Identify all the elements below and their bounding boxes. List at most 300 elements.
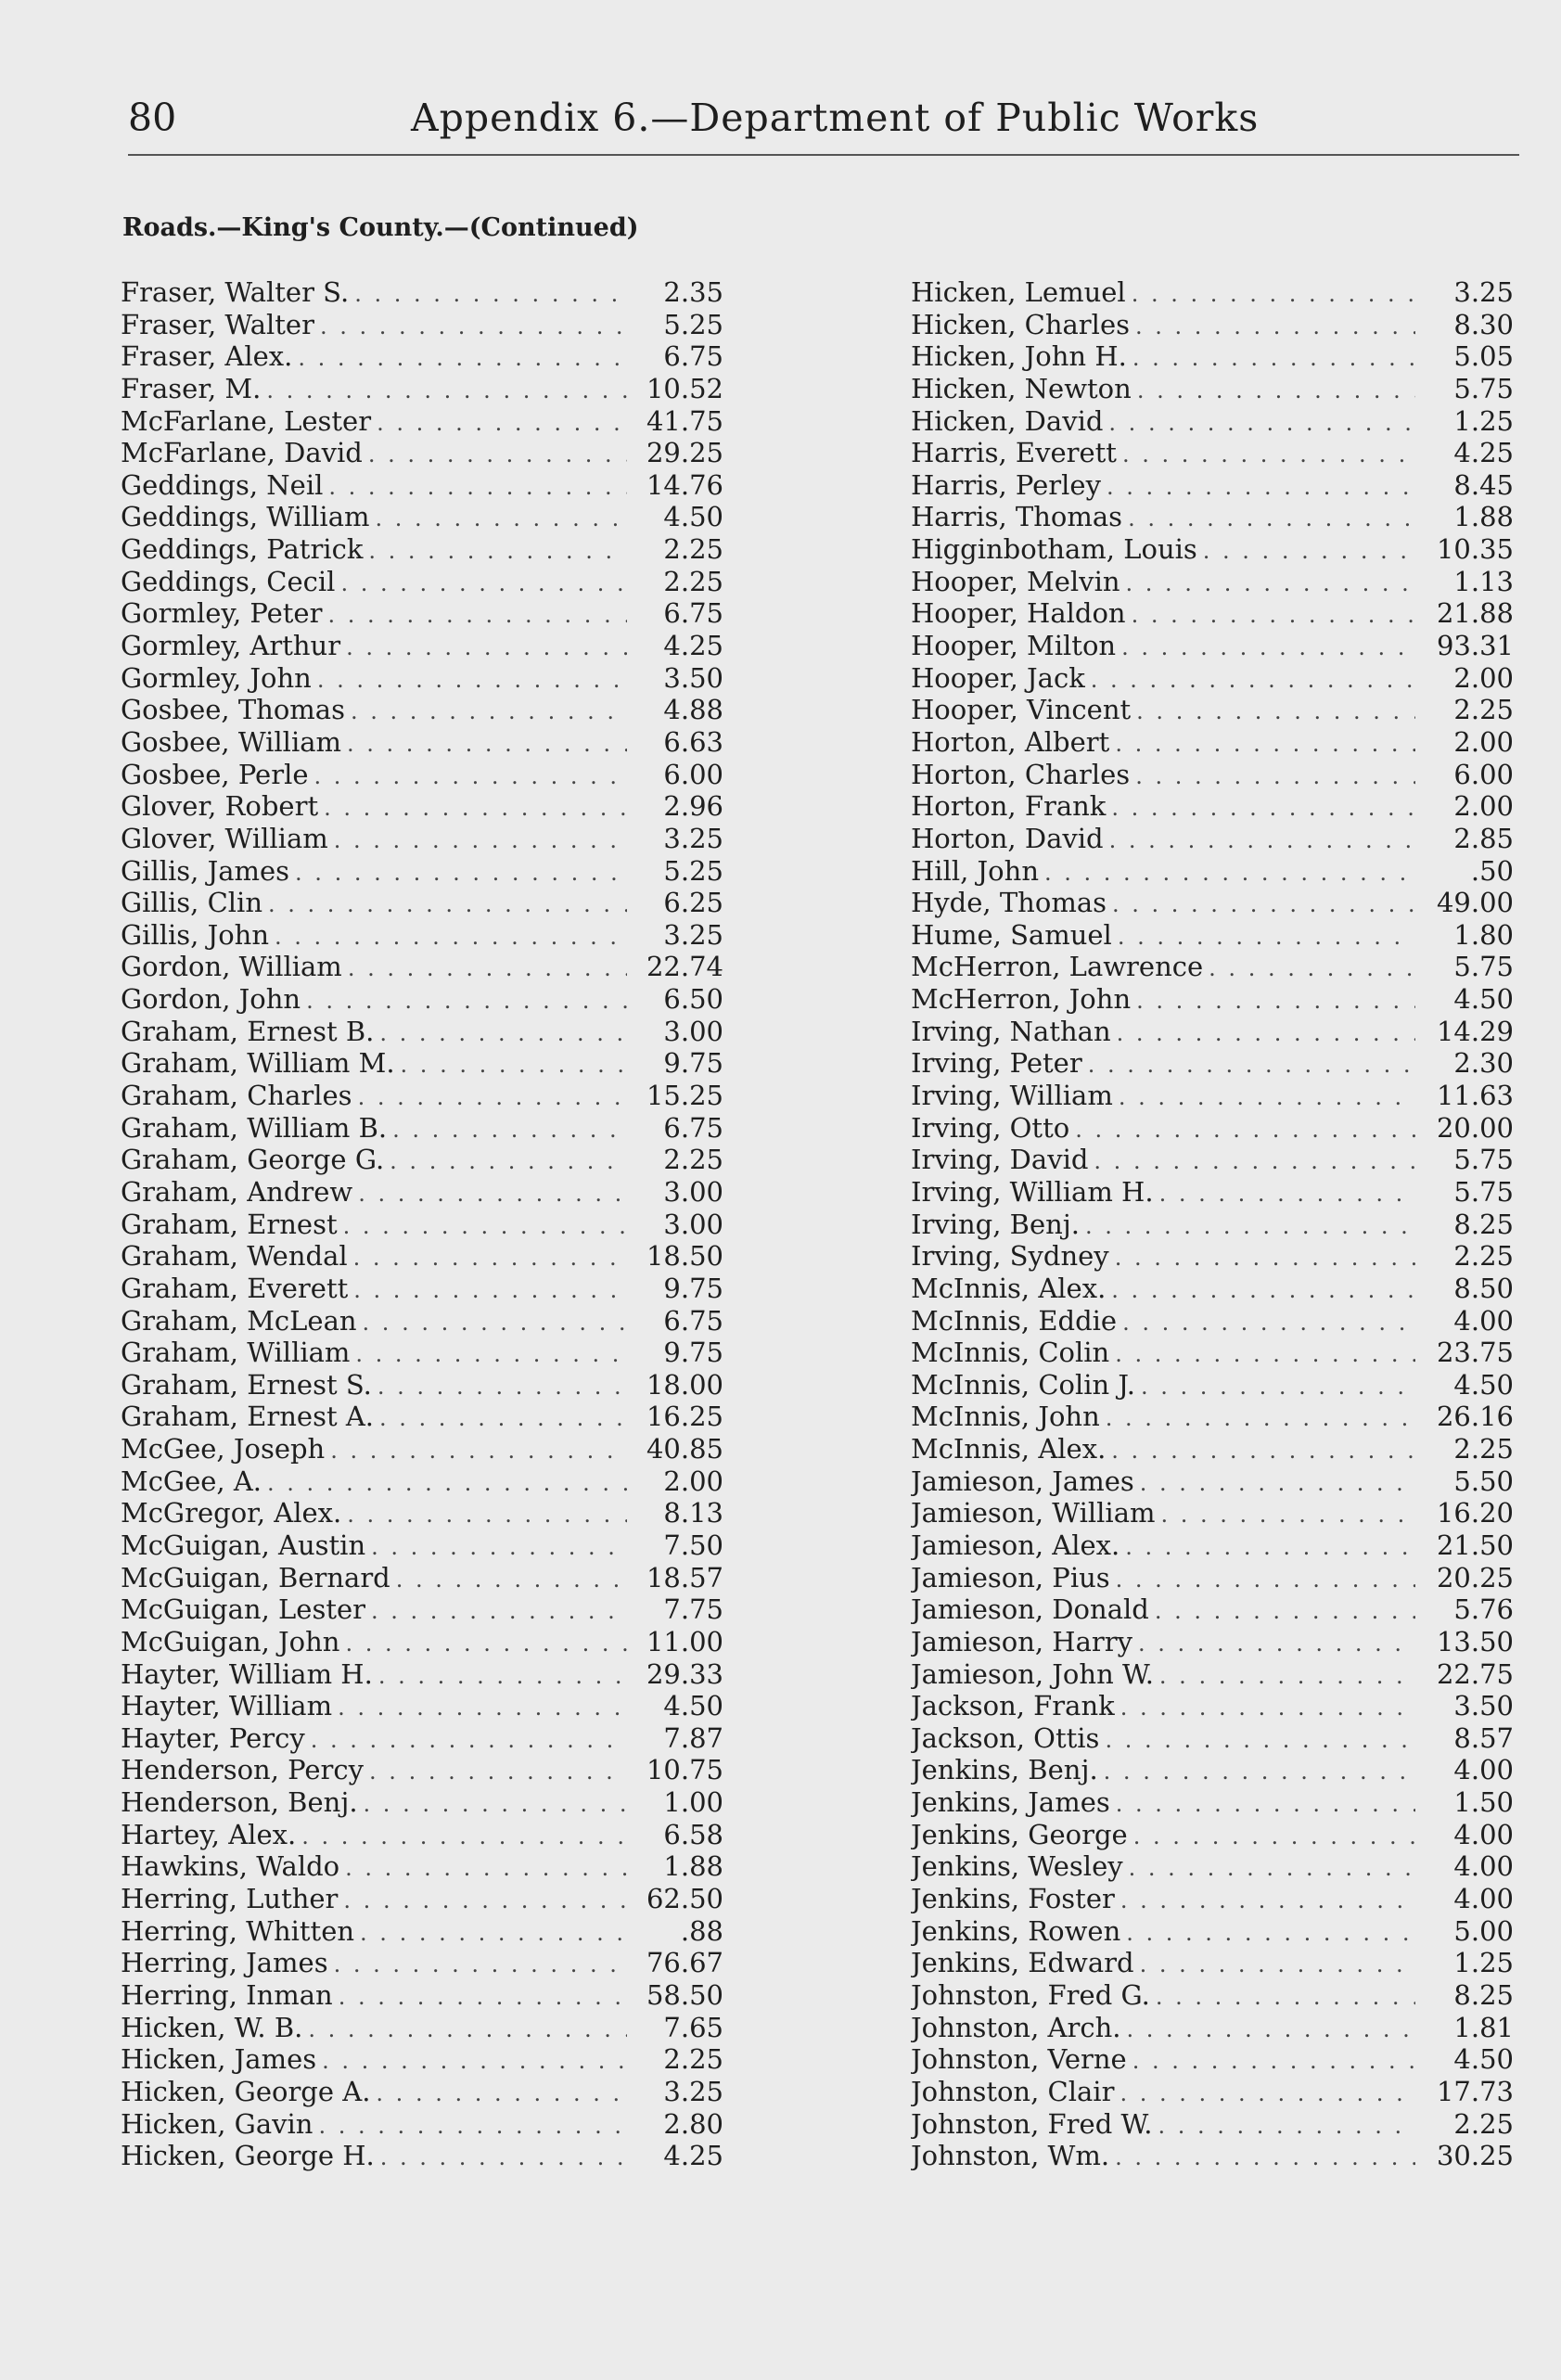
payment-amount: 1.25 [1453,404,1514,437]
list-item [121,1016,723,1048]
list-item [121,1176,723,1209]
payment-amount: 5.75 [1453,372,1514,404]
payment-amount: 9.75 [663,1272,723,1304]
payment-amount: 11.00 [646,1625,723,1657]
payment-amount: 18.00 [646,1368,723,1401]
payment-amount: 93.31 [1436,630,1514,662]
payee-name: Higginbotham, Louis [911,533,1197,566]
dot-leader [1128,503,1415,533]
payment-amount: 16.25 [646,1401,723,1433]
payment-amount: 2.00 [1453,790,1514,823]
list-item [911,597,1514,630]
dot-leader [1138,1628,1415,1658]
payment-amount: 6.00 [663,758,723,790]
payee-name: Hooper, Vincent [911,694,1132,726]
header-divider [128,154,1519,156]
list-item [121,1465,723,1498]
payee-name: Graham, Andrew [121,1175,353,1208]
payment-amount: 7.87 [663,1721,723,1754]
payee-name: McInnis, Colin [911,1337,1110,1369]
list-item [911,1947,1514,1979]
dot-leader [1122,1307,1415,1337]
payment-amount: 17.73 [1436,2075,1514,2107]
payee-name: McGuigan, Lester [121,1593,366,1626]
page-number: 80 [128,96,177,140]
payee-name: McGuigan, John [121,1625,340,1657]
dot-leader [396,1564,627,1594]
payee-name: Jamieson, Alex. [911,1529,1120,1561]
dot-leader [1132,278,1415,309]
list-item [911,759,1514,791]
dot-leader [311,1724,627,1755]
dot-leader [379,1017,627,1048]
payment-amount: 3.25 [1453,276,1514,308]
list-item [121,1979,723,2012]
list-item [911,1369,1514,1401]
list-item [121,2076,723,2108]
payment-amount: 11.63 [1436,1080,1514,1112]
payment-amount: 8.25 [1453,1978,1514,2011]
payee-name: Geddings, Patrick [121,533,364,566]
list-item [911,1915,1514,1948]
list-item [911,1979,1514,2012]
dot-leader [298,342,627,373]
payment-amount: 5.25 [663,308,723,340]
list-item [911,1786,1514,1819]
list-item [121,823,723,855]
list-item [121,373,723,405]
payee-name: Graham, William B. [121,1111,388,1144]
list-item [911,1562,1514,1594]
dot-leader [347,1499,627,1529]
payment-amount: 2.85 [1453,822,1514,854]
payee-name: Jenkins, Benj. [911,1754,1098,1786]
payee-name: Horton, Frank [911,790,1107,823]
payment-amount: 4.88 [663,694,723,726]
dot-leader [1129,1852,1415,1883]
payee-name: Johnston, Fred W. [911,2107,1153,2140]
dot-leader [1125,1531,1415,1562]
payee-name: Geddings, William [121,501,370,533]
dot-leader [327,599,627,630]
dot-leader [268,889,627,919]
payee-name: Gormley, John [121,661,312,694]
list-item [911,309,1514,341]
payment-amount: 8.45 [1453,468,1514,501]
payment-amount: 4.00 [1453,1754,1514,1786]
dot-leader [358,1081,627,1112]
payment-amount: 2.25 [1453,2107,1514,2140]
dot-leader [1115,1338,1415,1369]
dot-leader [353,1274,627,1305]
list-item [121,1819,723,1851]
list-item [911,1144,1514,1176]
dot-leader [1091,664,1415,695]
payment-amount: 8.30 [1453,308,1514,340]
payee-name: Irving, Nathan [911,1015,1111,1047]
dot-leader [317,664,627,695]
payment-amount: 8.13 [663,1497,723,1529]
payee-name: Hicken, Lemuel [911,276,1126,308]
list-item [121,1273,723,1305]
payment-amount: 20.25 [1436,1561,1514,1593]
list-item [121,759,723,791]
payment-amount: 2.00 [1453,725,1514,758]
list-item [911,501,1514,533]
payment-amount: 3.25 [663,918,723,951]
list-item [911,2108,1514,2141]
payment-amount: 41.75 [646,404,723,437]
payee-name: Fraser, Alex. [121,340,293,373]
dot-leader [351,696,627,726]
payment-amount: 3.50 [663,661,723,694]
list-item [911,437,1514,469]
list-item [911,662,1514,695]
payee-name: Gillis, John [121,918,270,951]
payee-name: Jamieson, Pius [911,1561,1110,1593]
payment-amount: 4.50 [663,1690,723,1722]
payee-name: Graham, Charles [121,1080,352,1112]
dot-leader [320,311,627,341]
payee-name: Jenkins, Rowen [911,1914,1121,1947]
list-item [911,1240,1514,1273]
dot-leader [1120,1692,1415,1722]
list-item [911,726,1514,759]
list-item [121,1786,723,1819]
payment-amount: 10.75 [646,1754,723,1786]
list-item [121,1658,723,1691]
payee-name: Harris, Thomas [911,501,1123,533]
payee-name: Hicken, George H. [121,2140,375,2172]
payee-name: Hicken, W. B. [121,2011,303,2043]
payment-amount: 22.74 [646,951,723,983]
list-item [121,790,723,823]
payee-name: Harris, Everett [911,437,1117,469]
payment-amount: 1.00 [663,1786,723,1819]
payee-name: McInnis, Alex. [911,1433,1107,1465]
dot-leader [392,1114,627,1145]
list-item [121,1047,723,1080]
dot-leader [360,1917,627,1948]
dot-leader [334,825,627,855]
dot-leader [1121,632,1415,662]
payee-name: McGuigan, Bernard [121,1561,390,1593]
payee-name: Graham, Ernest S. [121,1368,372,1401]
dot-leader [1107,471,1415,502]
payee-name: Gordon, John [121,983,301,1016]
dot-leader [1132,2045,1415,2076]
list-item [121,566,723,598]
payee-name: Graham, McLean [121,1304,357,1337]
payment-amount: 6.75 [663,340,723,373]
list-item [911,1016,1514,1048]
payee-name: Graham, Everett [121,1272,349,1304]
list-item [121,1915,723,1948]
payment-amount: 1.13 [1453,565,1514,597]
dot-leader [1158,2110,1415,2141]
list-item [911,1883,1514,1915]
payee-name: Fraser, Walter [121,308,314,340]
list-item [911,919,1514,952]
dot-leader [379,1402,627,1433]
list-item [911,1047,1514,1080]
dot-leader [1115,728,1415,759]
payee-name: Hooper, Milton [911,630,1117,662]
payee-name: Jamieson, William [911,1497,1156,1529]
list-item [121,1080,723,1112]
dot-leader [301,1821,627,1851]
dot-leader [1126,1917,1415,1948]
dot-leader [380,2142,627,2172]
list-item [121,983,723,1016]
payee-name: Jenkins, James [911,1786,1110,1819]
list-item [121,1593,723,1626]
list-item [911,1658,1514,1691]
dot-leader [390,1145,627,1176]
payee-name: Irving, Peter [911,1047,1082,1080]
dot-leader [1132,599,1415,630]
dot-leader [338,1692,627,1722]
payee-name: Hicken, James [121,2043,317,2076]
payee-name: Jenkins, Wesley [911,1850,1123,1883]
payee-name: Gosbee, Thomas [121,694,345,726]
payee-name: Hicken, John H. [911,340,1127,373]
list-item [121,694,723,726]
list-item [911,1112,1514,1145]
list-item [121,1850,723,1883]
payment-amount: 21.88 [1436,597,1514,630]
payment-amount: 2.25 [1453,694,1514,726]
list-item [121,1337,723,1369]
dot-leader [318,2110,627,2141]
payment-amount: 5.76 [1453,1593,1514,1626]
dot-leader [375,503,627,533]
list-item [911,1819,1514,1851]
dot-leader [1156,1981,1415,2012]
list-item [911,1626,1514,1658]
left-column-list [121,276,723,2172]
dot-leader [364,1788,627,1819]
payment-amount: 22.75 [1436,1657,1514,1690]
payment-amount: 29.33 [646,1657,723,1690]
list-item [911,340,1514,373]
payee-name: Johnston, Clair [911,2075,1115,2107]
dot-leader [1159,1178,1415,1209]
list-item [121,630,723,662]
dot-leader [1132,342,1415,373]
list-item [121,2108,723,2141]
dot-leader [345,1852,627,1883]
payee-name: Hooper, Melvin [911,565,1120,597]
payment-amount: 2.80 [663,2107,723,2140]
dot-leader [324,792,627,823]
list-item [121,501,723,533]
dot-leader [1159,1660,1415,1691]
dot-leader [343,1885,627,1915]
dot-leader [1127,2014,1416,2044]
payment-amount: 6.75 [663,597,723,630]
list-item [911,2076,1514,2108]
dot-leader [1112,889,1415,919]
list-item [911,533,1514,566]
payment-amount: 6.63 [663,725,723,758]
dot-leader [1119,1081,1415,1112]
list-item [121,2043,723,2076]
payment-amount: 4.25 [663,2140,723,2172]
payment-amount: 3.00 [663,1015,723,1047]
list-item [121,340,723,373]
payee-name: Jamieson, John W. [911,1657,1154,1690]
dot-leader [1116,1564,1415,1594]
list-item [911,951,1514,983]
payee-name: Gordon, William [121,951,342,983]
payee-name: Jamieson, Donald [911,1593,1149,1626]
list-item [121,1209,723,1241]
payment-amount: 2.25 [663,533,723,566]
list-item [121,1529,723,1562]
payment-amount: 49.00 [1436,887,1514,919]
list-item [911,630,1514,662]
payee-name: Hooper, Jack [911,661,1085,694]
list-item [911,1401,1514,1433]
list-item [911,1722,1514,1755]
payment-amount: 3.00 [663,1175,723,1208]
payee-name: Irving, Otto [911,1111,1070,1144]
payment-amount: 2.25 [663,1144,723,1176]
list-item [911,983,1514,1016]
list-item [911,1850,1514,1883]
payment-amount: 1.50 [1453,1786,1514,1819]
dot-leader [1117,1017,1415,1048]
list-item [911,2012,1514,2044]
dot-leader [1111,1435,1415,1465]
dot-leader [378,1660,627,1691]
list-item [121,597,723,630]
payment-amount: 5.05 [1453,340,1514,373]
payee-name: Hyde, Thomas [911,887,1107,919]
payment-amount: 1.88 [663,1850,723,1883]
dot-leader [371,1531,627,1562]
dot-leader [328,471,627,502]
payee-name: Hume, Samuel [911,918,1112,951]
payee-name: Hayter, William H. [121,1657,373,1690]
dot-leader [1044,857,1415,888]
list-item [911,2043,1514,2076]
payee-name: Hicken, George A. [121,2075,371,2107]
payee-name: Gillis, James [121,854,290,887]
payee-name: Hartey, Alex. [121,1818,297,1850]
dot-leader [322,2045,627,2076]
dot-leader [354,278,627,309]
dot-leader [275,921,627,952]
list-item [121,1883,723,1915]
dot-leader [306,985,627,1016]
list-item [911,1273,1514,1305]
list-item [911,405,1514,438]
payment-amount: 3.50 [1453,1690,1514,1722]
payee-name: McGee, A. [121,1465,262,1497]
dot-leader [1109,825,1415,855]
dot-leader [348,953,627,983]
list-item [121,1947,723,1979]
list-item [121,533,723,566]
dot-leader [1105,1724,1415,1755]
dot-leader [1094,1145,1415,1176]
list-item [911,1209,1514,1241]
dot-leader [1126,568,1415,598]
dot-leader [363,1307,627,1337]
list-item [911,855,1514,888]
payment-amount: 5.00 [1453,1914,1514,1947]
dot-leader [1136,985,1415,1016]
payee-name: Irving, William [911,1080,1113,1112]
list-item [911,1176,1514,1209]
dot-leader [1141,1371,1415,1401]
right-column-list [911,276,1514,2172]
payment-amount: 14.76 [646,468,723,501]
list-item [911,1337,1514,1369]
payee-name: Glover, William [121,822,328,854]
dot-leader [1088,1049,1415,1080]
payee-name: Gillis, Clin [121,887,263,919]
payment-amount: 5.50 [1453,1465,1514,1497]
list-item [911,373,1514,405]
list-item [121,662,723,695]
dot-leader [1155,1595,1415,1626]
payment-amount: 76.67 [646,1947,723,1979]
dot-leader [1118,921,1415,952]
payment-amount: 1.88 [1453,501,1514,533]
list-item [911,887,1514,919]
dot-leader [1106,1402,1415,1433]
payee-name: Hawkins, Waldo [121,1850,340,1883]
dot-leader [1115,2142,1415,2172]
list-item [121,405,723,438]
payee-name: Gormley, Arthur [121,630,341,662]
dot-leader [314,761,627,791]
payee-name: Johnston, Fred G. [911,1978,1150,2011]
payee-name: Geddings, Neil [121,468,324,501]
list-item [911,694,1514,726]
payee-name: Graham, Ernest B. [121,1015,375,1047]
payment-amount: 62.50 [646,1883,723,1915]
payment-amount: .50 [1470,854,1514,887]
dot-leader [1140,1949,1415,1979]
payment-amount: 10.52 [646,372,723,404]
payment-amount: 2.30 [1453,1047,1514,1080]
payee-name: Henderson, Percy [121,1754,365,1786]
payee-name: Geddings, Cecil [121,565,336,597]
list-item [121,437,723,469]
dot-leader [1120,1885,1415,1915]
list-item [121,951,723,983]
payment-amount: 6.50 [663,983,723,1016]
payment-amount: 4.00 [1453,1883,1514,1915]
payee-name: Johnston, Verne [911,2043,1127,2076]
payment-amount: 10.35 [1436,533,1514,566]
payee-name: McGuigan, Austin [121,1529,366,1561]
list-item [911,1754,1514,1786]
list-item [121,1401,723,1433]
payee-name: Hayter, Percy [121,1721,305,1754]
list-item [911,1593,1514,1626]
payee-name: McInnis, John [911,1401,1100,1433]
list-item [121,855,723,888]
payee-name: Graham, Ernest [121,1208,338,1240]
dot-leader [1115,1242,1415,1273]
list-item [121,1562,723,1594]
list-item [911,790,1514,823]
